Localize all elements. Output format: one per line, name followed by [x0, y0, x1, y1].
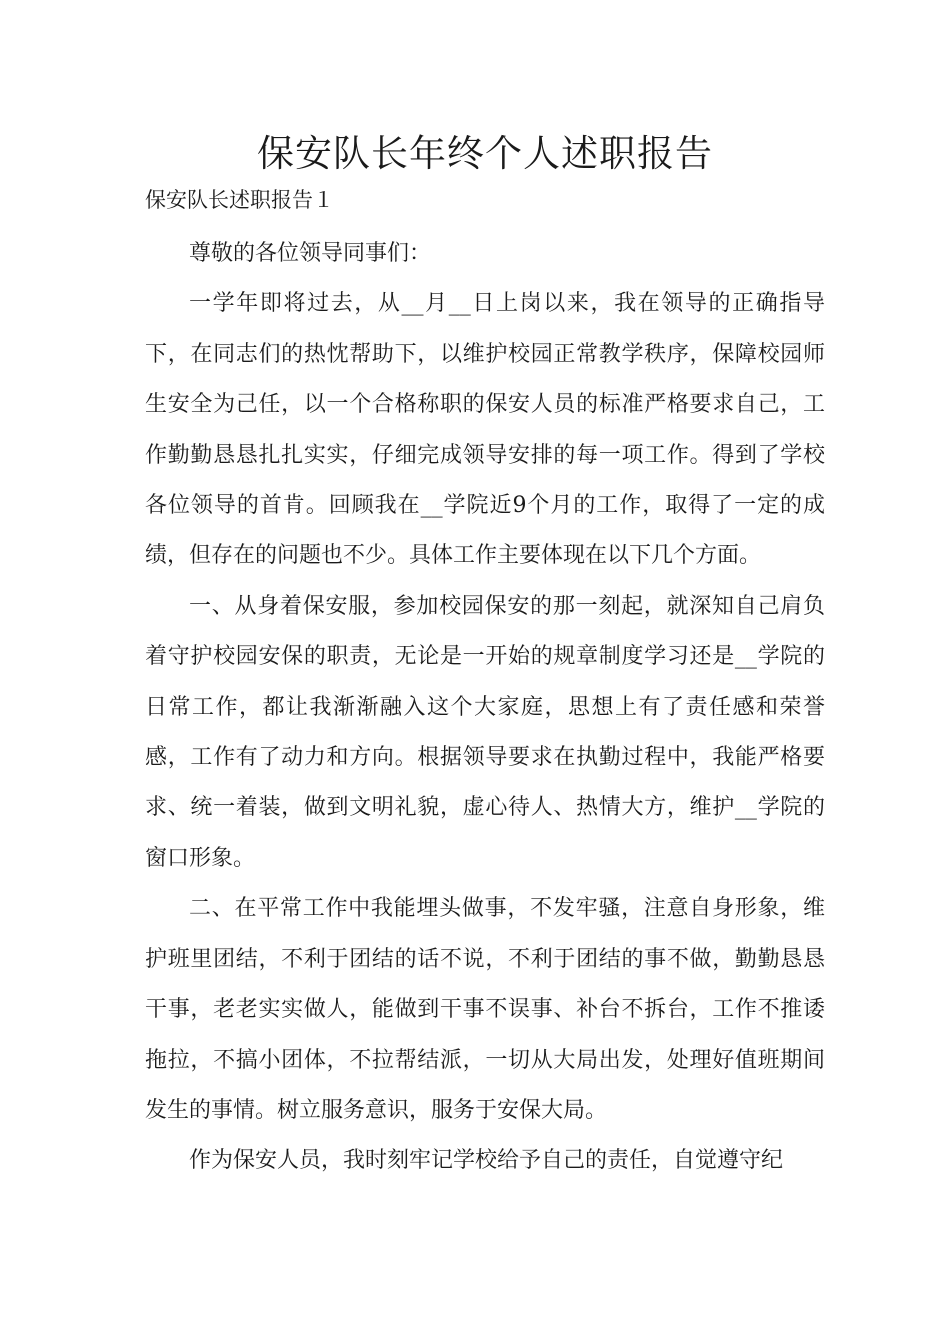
document-subtitle: 保安队长述职报告１ — [145, 188, 334, 212]
paragraph-intro: 一学年即将过去，从__月__日上岗以来，我在领导的正确指导下，在同志们的热忱帮助下，以维护校园正常教学秩序，保障校园师生安全为己任，以一个合格称职的保安人员的标准严格要求自己，工作勤勤恳恳扎扎实实，仔细完成领导安排的每一项工作。得到了学校各位领导的首肯。回顾我在__学院近9个月的工作，取得了一定的成绩，但存在的问题也不少。具体工作主要体现在以下几个方面。 — [145, 291, 825, 569]
paragraph-point-two: 二、在平常工作中我能埋头做事，不发牢骚，注意自身形象，维护班里团结，不利于团结的话不说，不利于团结的事不做，勤勤恳恳干事，老老实实做人，能做到干事不误事、补台不拆台，工作不推诿拖拉，不搞小团体，不拉帮结派，一切从大局出发，处理好值班期间发生的事情。树立服务意识，服务于安保大局。 — [145, 896, 825, 1123]
document-body — [145, 229, 825, 1187]
document-title: 保安队长年终个人述职报告 — [257, 132, 713, 175]
paragraph-salutation: 尊敬的各位领导同事们： — [189, 241, 432, 266]
paragraph-continuation: 作为保安人员，我时刻牢记学校给予自己的责任，自觉遵守纪 — [189, 1148, 784, 1174]
paragraph-point-one: 一、从身着保安服，参加校园保安的那一刻起，就深知自己肩负着守护校园安保的职责，无论是一开始的规章制度学习还是__学院的日常工作，都让我渐渐融入这个大家庭，思想上有了责任感和荣誉感，工作有了动力和方向。根据领导要求在执勤过程中，我能严格要求、统一着装，做到文明礼貌，虚心待人、热情大方，维护__学院的窗口形象。 — [145, 593, 825, 871]
